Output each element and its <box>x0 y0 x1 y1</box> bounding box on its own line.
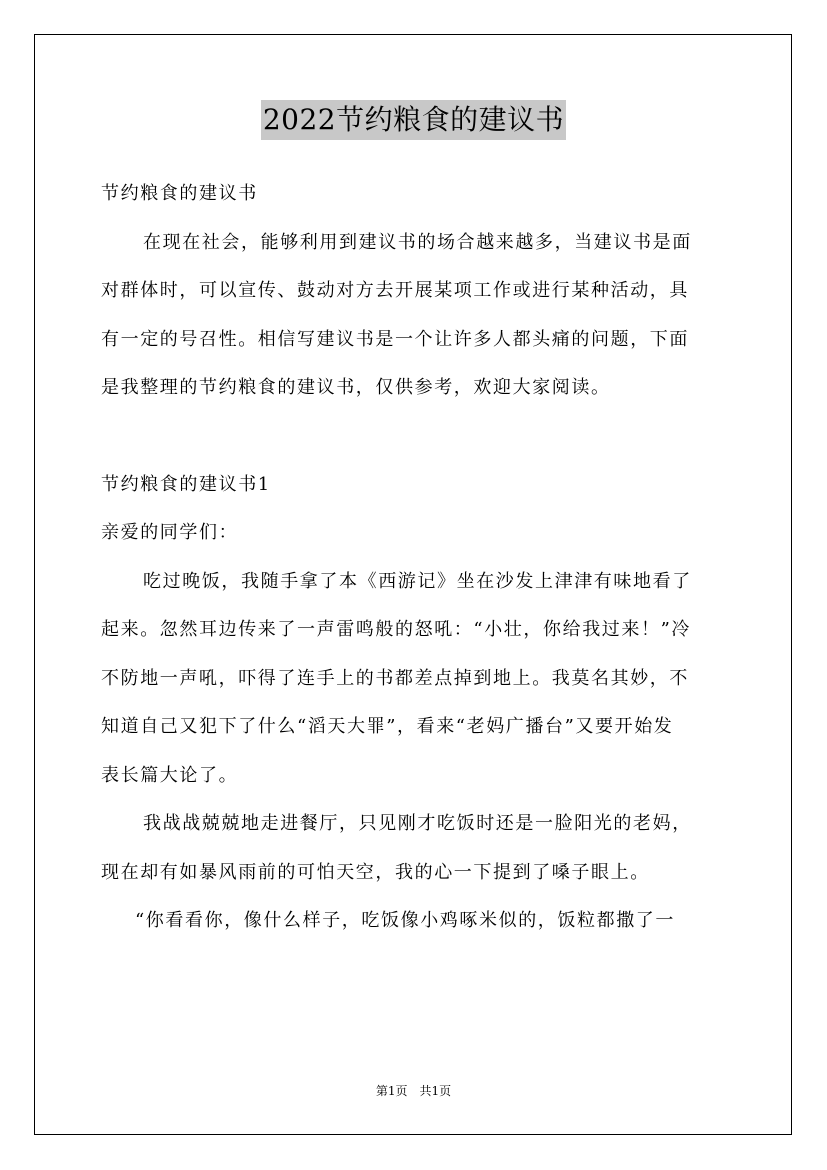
paragraph-line: 起来。忽然耳边传来了一声雷鸣般的怒吼：“小壮，你给我过来！”冷 <box>101 619 692 640</box>
paragraph-line: 吃过晚饭，我随手拿了本《西游记》坐在沙发上津津有味地看了 <box>143 570 692 592</box>
intro-line: 对群体时，可以宣传、鼓动对方去开展某项工作或进行某种活动，具 <box>101 280 689 301</box>
greeting: 亲爱的同学们： <box>101 522 239 543</box>
page-number: 第1页 共1页 <box>375 1084 452 1098</box>
paragraph-line: 我战战兢兢地走进餐厅，只见刚才吃饭时还是一脸阳光的老妈， <box>143 813 692 834</box>
subtitle: 节约粮食的建议书 <box>101 183 258 204</box>
intro-line: 在现在社会，能够利用到建议书的场合越来越多，当建议书是面 <box>143 231 692 253</box>
paragraph-line: 表长篇大论了。 <box>101 764 239 786</box>
paragraph-line: “你看看你，像什么样子，吃饭像小鸡啄米似的，饭粒都撒了一 <box>135 910 675 931</box>
section-heading: 节约粮食的建议书1 <box>101 473 271 495</box>
paragraph-3 <box>101 897 729 946</box>
paragraph-line: 知道自己又犯下了什么“滔天大罪”，看来“老妈广播台”又要开始发 <box>101 716 674 737</box>
paragraph-line: 现在却有如暴风雨前的可怕天空，我的心一下提到了嗓子眼上。 <box>101 861 650 883</box>
paragraph-1 <box>101 558 729 801</box>
intro-paragraph <box>101 219 729 413</box>
document-body <box>101 170 729 946</box>
page-footer <box>0 1082 827 1099</box>
intro-line: 有一定的号召性。相信写建议书是一个让许多人都头痛的问题，下面 <box>101 328 689 350</box>
blank-line <box>101 413 729 461</box>
paragraph-2 <box>101 800 729 897</box>
intro-line: 是我整理的节约粮食的建议书，仅供参考，欢迎大家阅读。 <box>101 377 611 398</box>
paragraph-line: 不防地一声吼，吓得了连手上的书都差点掉到地上。我莫名其妙，不 <box>101 667 689 689</box>
document-title: 2022节约粮食的建议书 <box>261 100 566 140</box>
title-container <box>0 100 827 140</box>
